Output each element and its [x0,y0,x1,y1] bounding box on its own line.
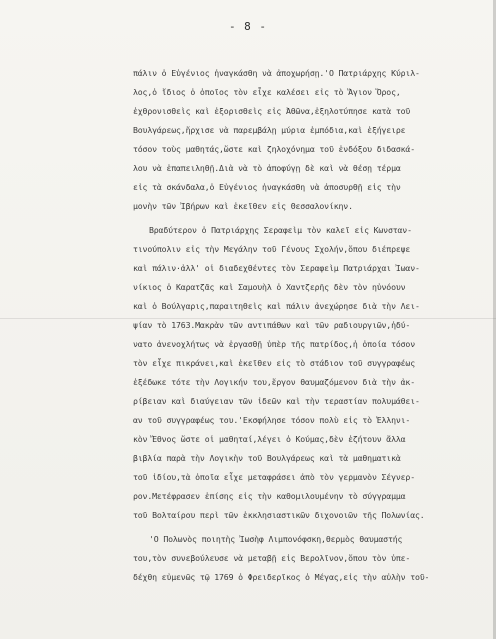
text-line: αν τοῦ συγγραφέως του.'Εκσφήλησε τόσον πολὺ εἰς τὸ Ἑλληνι- [133,415,411,425]
text-line: νατο ἀνενοχλήτως νὰ ἐργασθῇ ὑπὲρ τῆς πατρίδος,ἡ ὁποία τόσον [133,339,415,349]
text-line: τόσον τοὺς μαθητάς,ὥστε καὶ ζηλοχόνημα τοῦ ἐνδόξου διδασκά- [133,144,415,154]
text-line: ρίβειαν καὶ διαύγειαν τῶν ἰδεῶν καὶ τὴν τεραστίαν πολυμάθει- [133,396,420,406]
text-line: νίκιος ὁ Καρατζᾶς καὶ Σαμουὴλ ὁ Χαντζερῆς δὲν τὸν ηὐνόουν [133,282,406,292]
text-line: βιβλία παρὰ τὴν Λογικὴν τοῦ Βουλγάρεως καὶ τὰ μαθηματικὰ [133,453,401,463]
text-line: 'Ο Πολωνὸς ποιητὴς Ἰωσὴφ Λιμπονόφσκη,θερμὸς θαυμαστής [149,534,403,544]
text-line: Βραδύτερον ὁ Πατριάρχης Σεραφεὶμ τὸν καλεῖ εἰς Κωνσταν- [149,225,412,235]
text-line: τὸν εἶχε πικράνει,καὶ ἐκεῖθεν εἰς τὸ στάδιον τοῦ συγγραφέως [133,358,415,368]
text-line: ψίαν τὸ 1763.Μακρὰν τῶν αντιπάθων καὶ τῶν ραδιουργιῶν,ἠδύ- [133,320,411,330]
text-line: ἐξέδωκε τότε τὴν Λογικήν του,ἔργον θαυμαζόμενον διὰ τὴν ἀκ- [133,377,415,387]
text-line: κὸν Ἔθνος ὥστε οἱ μαθηταί,λέγει ὁ Κούμας,δὲν ἐζήτουν ἄλλα [133,434,406,444]
text-line: πάλιν ὁ Εὐγένιος ἠναγκάσθη νὰ ἀποχωρήσῃ.'Ο Πατριάρχης Κύριλ- [133,68,420,78]
text-line: καὶ ὁ Βούλγαρις,παραιτηθεὶς καὶ πάλιν ἀνεχώρησε διὰ τὴν Λει- [133,301,420,311]
text-line: τοῦ Βολταίρου περὶ τῶν ἐκκλησιαστικῶν διχονοιῶν τῆς Πολωνίας. [133,510,425,520]
text-line: ρον.Μετέφρασεν ἐπίσης εἰς τὴν καθομιλουμένην τὸ σύγγραμμα [133,491,406,501]
text-line: του,τὸν συνεβούλευσε νὰ μεταβῇ εἰς Βερολῖνον,ὅπου τὸν ὑπε- [133,553,411,563]
text-line: μονὴν τῶν Ἰβήρων καὶ ἐκεῖθεν εἰς Θεσσαλονίκην. [133,201,353,211]
page-number: - 8 - [228,20,268,33]
text-line: λος,ὁ ἴδιος ὁ ὁποῖος τὸν εἶχε καλέσει εἰς τὸ Ἅγιον Ὄρος, [133,87,401,97]
text-line: δέχθη εὐμενῶς τῷ 1769 ὁ Φρειδερῖκος ὁ Μέγας,εἰς τὴν αὐλὴν τοῦ- [133,572,430,582]
page-fold-line [0,318,496,319]
text-line: τοῦ ἰδίου,τὰ ὁποῖα εἶχε μεταφράσει ἀπὸ τὸν γερμανὸν Σέγνερ- [133,472,415,482]
text-line: καὶ πάλιν·ἀλλ' οἱ διαδεχθέντες τὸν Σεραφεὶμ Πατριάρχαι Ἰωαν- [133,263,420,273]
text-line: εἰς τὰ σκάνδαλα,ὁ Εὐγένιος ἠναγκάσθη νὰ ἀποσυρθῇ εἰς τὴν [133,182,401,192]
text-line: Βουλγάρεως,ἤρχισε νὰ παρεμβάλῃ μύρια ἐμπόδια,καὶ ἐξήγειρε [133,125,406,135]
text-line: τινούπολιν εἰς τὴν Μεγάλην τοῦ Γένους Σχολήν,ὅπου διέπρεψε [133,244,411,254]
text-line: ἐχθρονισθεὶς καὶ ἐξορισθεὶς εἰς Ἀθῶνα,ἐξηλοτύπησε κατὰ τοῦ [133,106,411,116]
text-line: λου νὰ ἐπαπειληθῇ.Διὰ νὰ τὸ ἀποφύγῃ δὲ καὶ νὰ θέσῃ τέρμα [133,163,401,173]
